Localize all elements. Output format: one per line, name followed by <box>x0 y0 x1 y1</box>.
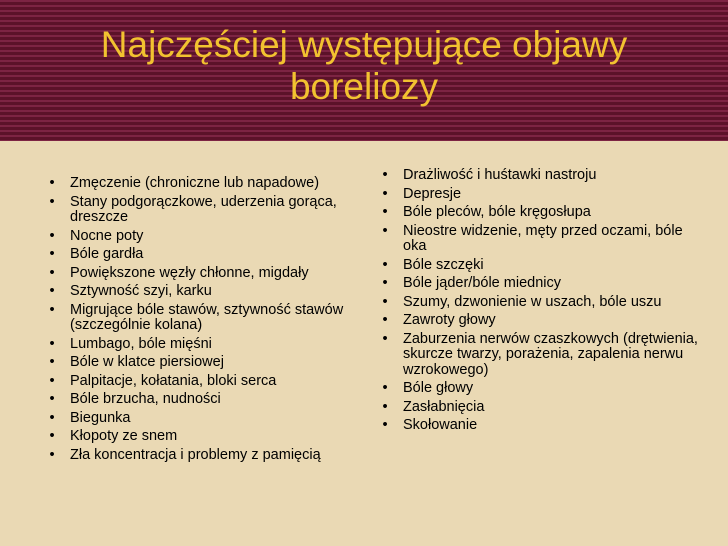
bullet-icon: • <box>49 428 55 444</box>
bullet-icon: • <box>49 372 55 389</box>
list-item <box>378 418 708 434</box>
list-item <box>378 258 708 274</box>
list-item <box>378 187 708 203</box>
list-item <box>378 168 708 184</box>
bullet-icon: • <box>382 293 388 310</box>
bullet-icon: • <box>382 222 388 239</box>
list-item-text: Drażliwość i huśtawki nastroju <box>403 167 597 183</box>
list-item-text: Zaburzenia nerwów czaszkowych (drętwienia, skurcze twarzy, porażenia, zapalenia nerwu wzrokowego) <box>403 330 698 378</box>
list-item <box>378 381 708 397</box>
list-item-text: Bóle pleców, bóle kręgosłupa <box>403 204 591 220</box>
bullet-icon: • <box>49 227 55 244</box>
list-item-text: Depresje <box>403 185 462 202</box>
list-item-text: Migrujące bóle stawów, sztywność stawów (szczególnie kolana) <box>70 301 344 333</box>
bullet-icon: • <box>382 380 388 396</box>
list-item-text: Biegunka <box>70 409 131 426</box>
bullet-icon: • <box>382 185 388 202</box>
bullet-icon: • <box>382 204 388 220</box>
bullet-icon: • <box>49 409 55 426</box>
list-item-text: Nocne poty <box>70 227 144 244</box>
bullet-icon: • <box>49 246 55 262</box>
list-item-text: Zła koncentracja i problemy z pamięcią <box>70 446 321 463</box>
list-item <box>45 303 355 334</box>
list-item-text: Zasłabnięcia <box>403 398 485 415</box>
bullet-icon: • <box>382 312 388 328</box>
list-item <box>378 313 708 329</box>
list-item <box>45 337 355 353</box>
list-item <box>45 392 355 408</box>
bullet-icon: • <box>382 398 388 415</box>
bullet-icon: • <box>49 301 55 318</box>
bullet-icon: • <box>49 264 55 281</box>
bullet-icon: • <box>49 335 55 352</box>
list-item-text: Bóle brzucha, nudności <box>70 391 221 407</box>
list-item <box>45 266 355 282</box>
list-item-text: Skołowanie <box>403 417 478 433</box>
bullet-icon: • <box>49 391 55 407</box>
list-item-text: Bóle głowy <box>403 380 474 396</box>
list-item <box>45 448 355 464</box>
list-item <box>378 276 708 292</box>
bullet-icon: • <box>382 330 388 347</box>
list-item-text: Stany podgorączkowe, uderzenia gorąca, dreszcze <box>70 193 337 225</box>
list-item-text: Palpitacje, kołatania, bloki serca <box>70 372 277 389</box>
list-item-text: Powiększone węzły chłonne, migdały <box>70 264 309 281</box>
bullet-icon: • <box>49 193 55 210</box>
bullet-icon: • <box>382 256 388 273</box>
list-item-text: Sztywność szyi, karku <box>70 283 212 299</box>
list-item <box>378 205 708 221</box>
list-item <box>378 400 708 416</box>
list-item-text: Lumbago, bóle mięśni <box>70 335 212 352</box>
list-item-text: Kłopoty ze snem <box>70 428 178 444</box>
list-item <box>45 195 355 226</box>
list-item <box>45 176 355 192</box>
bullet-icon: • <box>382 417 388 433</box>
bullet-icon: • <box>382 167 388 183</box>
list-item <box>45 429 355 445</box>
list-item <box>45 355 355 371</box>
list-item <box>378 295 708 311</box>
bullet-icon: • <box>49 283 55 299</box>
list-item-text: Zawroty głowy <box>403 312 496 328</box>
bullet-icon: • <box>49 175 55 191</box>
bullet-icon: • <box>49 446 55 463</box>
list-item <box>45 247 355 263</box>
list-item <box>45 229 355 245</box>
list-item <box>45 284 355 300</box>
bullet-icon: • <box>382 275 388 291</box>
left-symptom-list <box>45 176 355 466</box>
list-item <box>378 224 708 255</box>
list-item <box>45 411 355 427</box>
list-item-text: Bóle szczęki <box>403 256 484 273</box>
list-item-text: Zmęczenie (chroniczne lub napadowe) <box>70 175 320 191</box>
list-item-text: Nieostre widzenie, męty przed oczami, bóle oka <box>403 222 683 254</box>
slide-title: Najczęściej występujące objawy boreliozy <box>100 24 628 107</box>
list-item <box>45 374 355 390</box>
bullet-icon: • <box>49 354 55 370</box>
list-item-text: Bóle gardła <box>70 246 144 262</box>
right-symptom-list <box>378 168 708 437</box>
list-item-text: Bóle w klatce piersiowej <box>70 354 224 370</box>
list-item-text: Bóle jąder/bóle miednicy <box>403 275 561 291</box>
list-item <box>378 332 708 379</box>
list-item-text: Szumy, dzwonienie w uszach, bóle uszu <box>403 293 662 310</box>
